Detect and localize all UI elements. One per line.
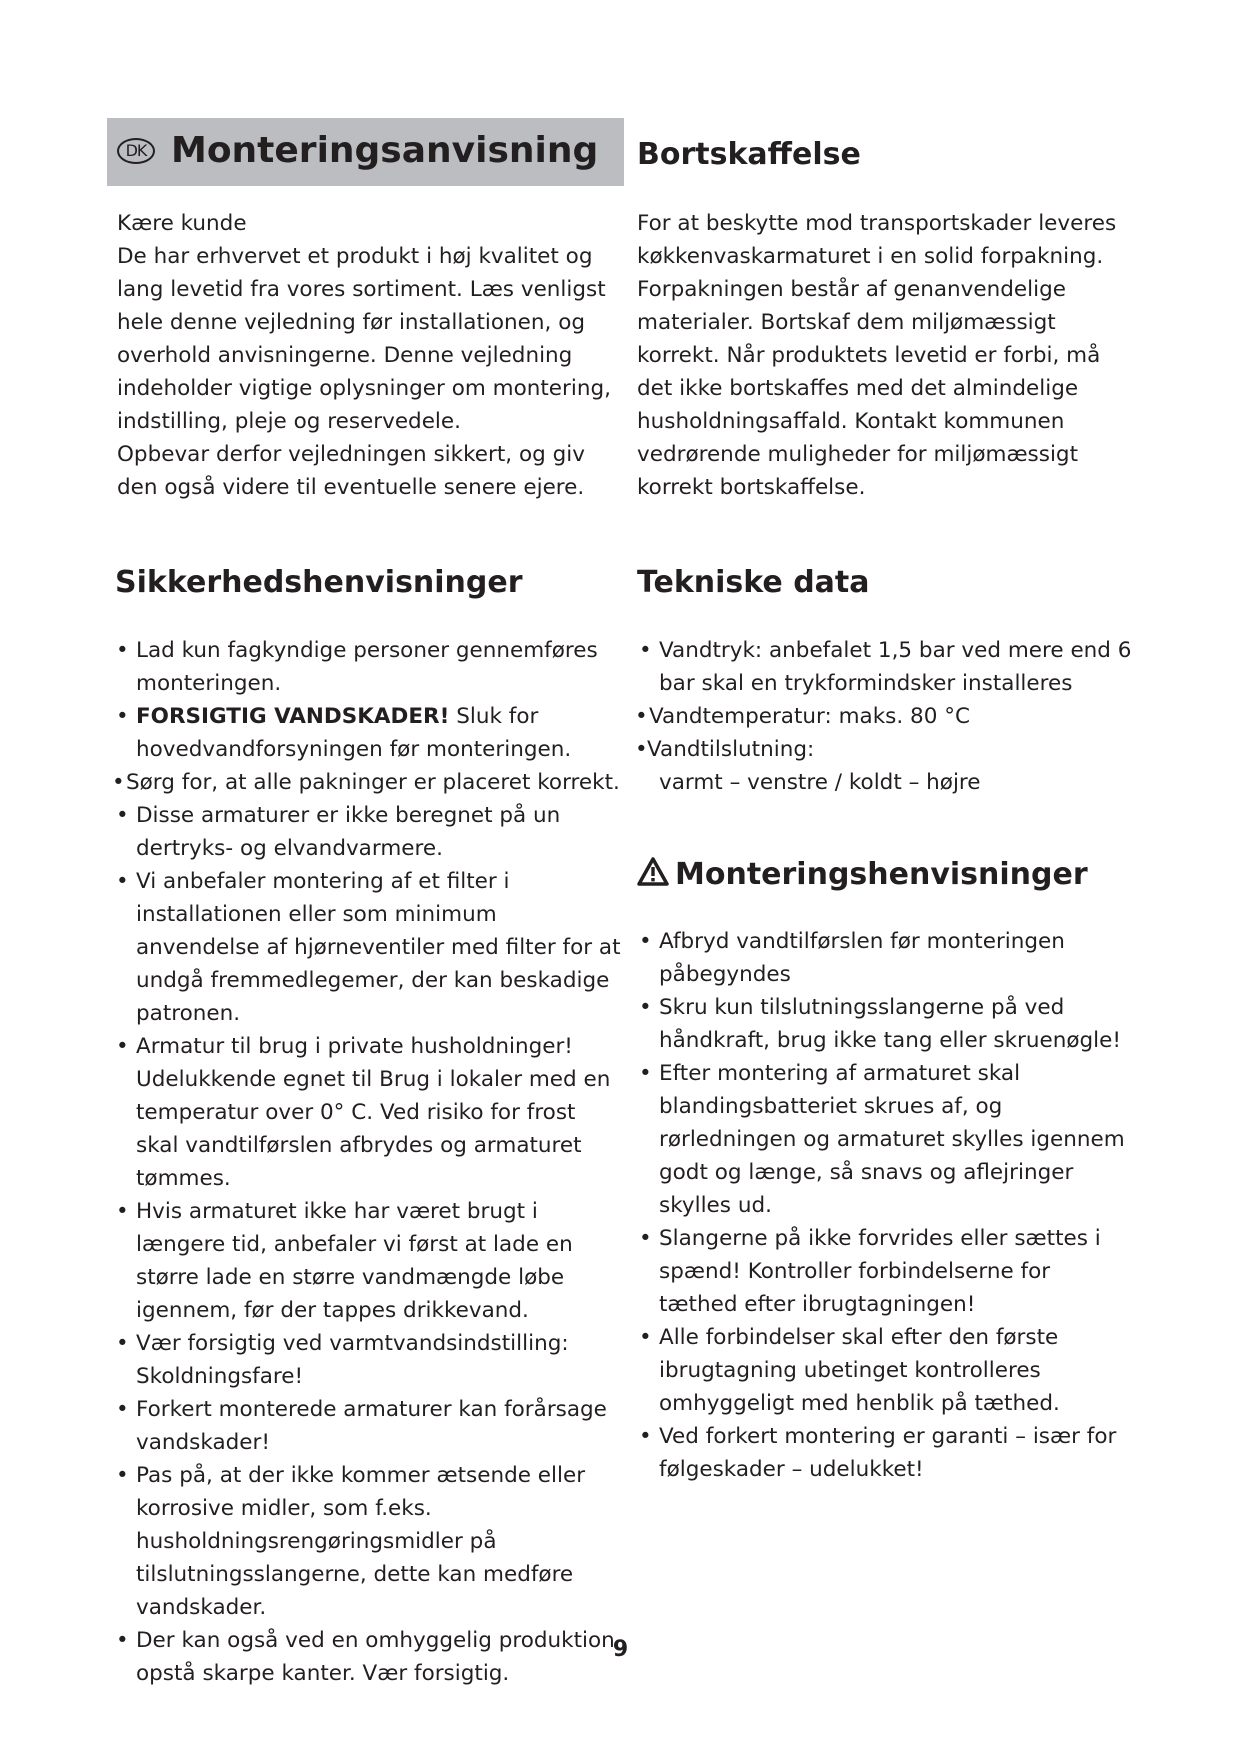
country-badge: DK [117,138,155,164]
list-item: • Vær forsigtig ved varmtvandsindstilling: Skoldningsfare! [114,1327,624,1393]
disposal-section [637,207,1135,504]
list-item: • Pas på, at der ikke kommer ætsende eller korrosive midler, som f.eks. husholdningsrengøringsmidler på tilslutningsslangerne, dette kan medføre vandskader. [114,1459,624,1624]
mounting-heading-text: Monteringshenvisninger [675,857,1088,892]
list-item: • Ved forkert montering er garanti – især for følgeskader – udelukket! [637,1420,1132,1486]
intro-section [117,207,627,504]
intro-text-2: Opbevar derfor vejledningen sikkert, og giv den også videre til eventuelle senere ejere. [117,442,585,500]
list-item: • Skru kun tilslutningsslangerne på ved håndkraft, brug ikke tang eller skruenøgle! [637,991,1132,1057]
list-item: • Hvis armaturet ikke har været brugt i længere tid, anbefaler vi først at lade en større lade en større vandmængde løbe igennem, før der tappes drikkevand. [114,1195,624,1327]
list-item: • Vandtryk: anbefalet 1,5 bar ved mere end 6 bar skal en trykformindsker installeres [637,634,1147,700]
list-item: • Der kan også ved en omhyggelig produktion opstå skarpe kanter. Vær forsigtig. [114,1624,624,1690]
list-item: • Forkert monterede armaturer kan forårsage vandskader! [114,1393,624,1459]
safety-heading: Sikkerhedshenvisninger [115,565,523,600]
list-item: • Disse armaturer er ikke beregnet på un dertryks- og elvandvarmere. [114,799,624,865]
page-number: 9 [612,1637,629,1662]
list-item: • Vandtilslutning: varmt – venstre / koldt – højre [637,733,1147,799]
disposal-heading: Bortskaffelse [637,137,861,172]
list-item: • FORSIGTIG VANDSKADER! Sluk for hovedvandforsyningen før monteringen. [114,700,624,766]
list-item: • Afbryd vandtilførslen før monteringen påbegyndes [637,925,1132,991]
disposal-text: For at beskytte mod transportskader leveres køkkenvaskarmaturet i en solid forpakning. Forpakningen består af genanvendelige materialer. Bortskaf dem miljømæssigt korrekt. Når produktets levetid er forbi, må det ikke bortskaffes med det almindelige husholdningsaffald. Kontakt kommunen vedrørende muligheder for miljømæssigt korrekt bortskaffelse. [637,211,1117,500]
intro-greeting: Kære kunde [117,211,247,236]
safety-list [114,634,624,1690]
list-item: • Vi anbefaler montering af et filter i installationen eller som minimum anvendelse af hjørneventiler med filter for at undgå fremmedlegemer, der kan beskadige patronen. [114,865,624,1030]
list-item: • Efter montering af armaturet skal blandingsbatteriet skrues af, og rørledningen og armaturet skylles igennem godt og længe, så snavs og aflejringer skylles ud. [637,1057,1132,1222]
tech-heading: Tekniske data [637,565,870,600]
list-item: • Sørg for, at alle pakninger er placeret korrekt. [114,766,624,799]
list-item: • Vandtemperatur: maks. 80 °C [637,700,1147,733]
mounting-heading [637,856,1088,897]
intro-text: De har erhvervet et produkt i høj kvalitet og lang levetid fra vores sortiment. Læs venligst hele denne vejledning før installationen, og overhold anvisningerne. Denne vejledning indeholder vigtige oplysninger om montering, indstilling, pleje og reservedele. [117,244,611,434]
list-item: • Slangerne på ikke forvrides eller sættes i spænd! Kontroller forbindelserne for tæthed efter ibrugtagningen! [637,1222,1132,1321]
title-banner [107,118,624,186]
tech-list [637,634,1147,799]
mounting-list [637,925,1132,1486]
list-item: • Lad kun fagkyndige personer gennemføres monteringen. [114,634,624,700]
page-title: Monteringsanvisning [171,130,599,171]
warning-icon [637,857,669,897]
list-item: • Armatur til brug i private husholdninger! Udelukkende egnet til Brug i lokaler med en temperatur over 0° C. Ved risiko for frost skal vandtilførslen afbrydes og armaturet tømmes. [114,1030,624,1195]
list-item: • Alle forbindelser skal efter den første ibrugtagning ubetinget kontrolleres omhyggeligt med henblik på tæthed. [637,1321,1132,1420]
warning-text: FORSIGTIG VANDSKADER! [136,704,450,729]
